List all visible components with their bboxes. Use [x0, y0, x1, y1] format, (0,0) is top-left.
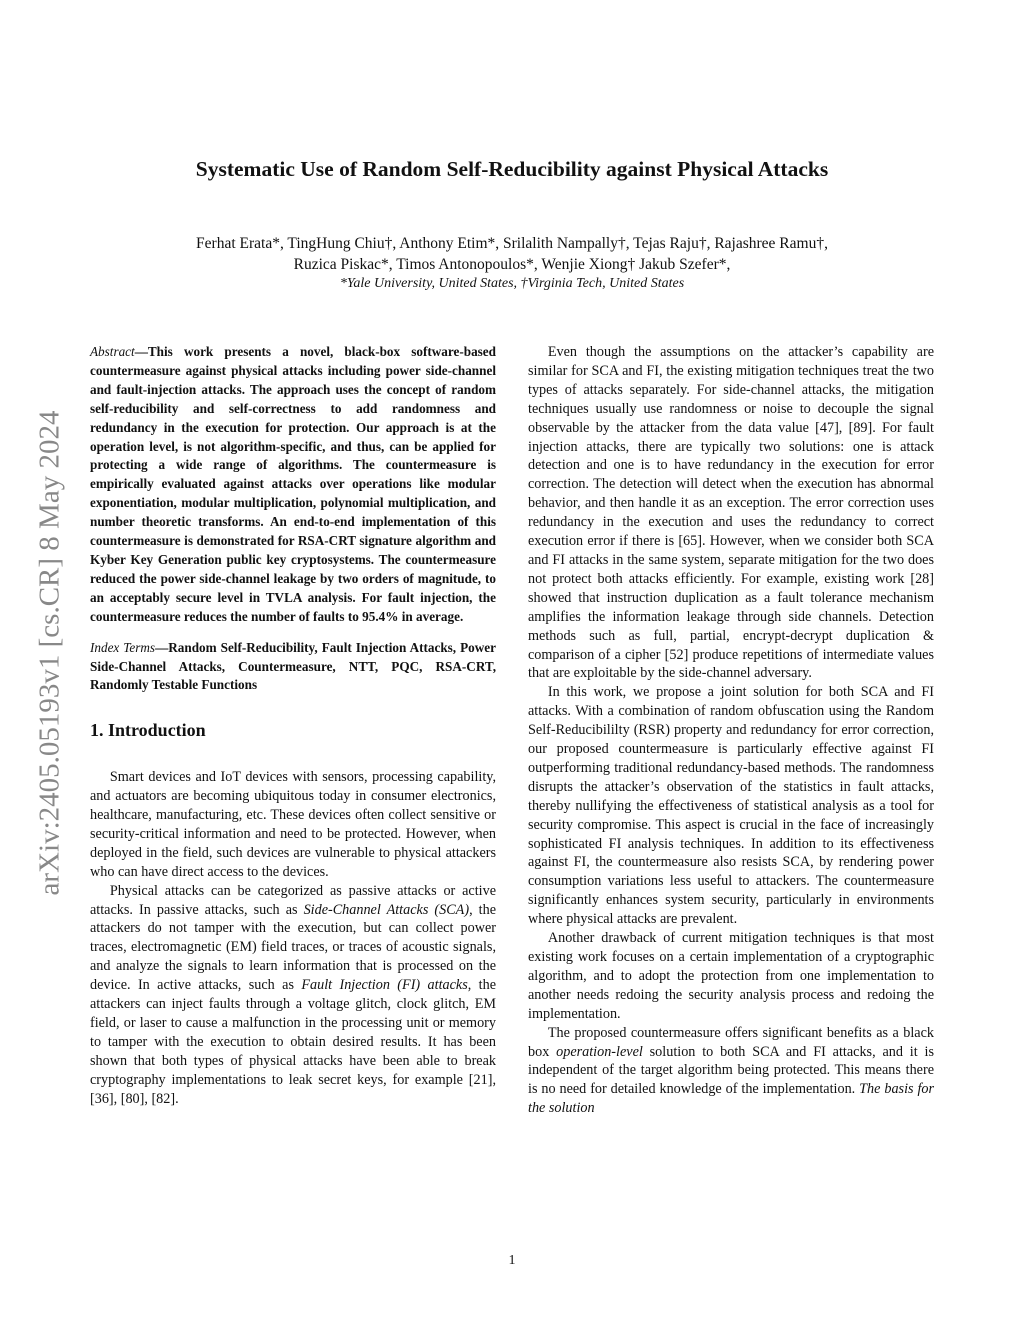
- intro-p2-text-c: , the attackers do not tamper with the execution, but can collect power traces, electromagnetic (EM) field traces, or traces of acoustic signals, and analyze the signals to learn information that is processed on the device. In active attacks, such as: [90, 901, 496, 994]
- paper-title: Systematic Use of Random Self-Reducibility against Physical Attacks: [195, 157, 829, 181]
- right-column: [528, 343, 934, 1118]
- intro-paragraph-1: Smart devices and IoT devices with sensors, processing capability, and actuators are becoming ubiquitous today in consumer electronics, healthcare, manufacturing, etc. These devices often collect sensitive or security-critical information and need to be protected. However, when deployed in the field, such devices are vulnerable to physical attackers who can have direct access to the devices.: [90, 769, 496, 880]
- affiliations: *Yale University, United States, †Virginia Tech, United States: [339, 276, 685, 291]
- intro-paragraph-2: [90, 882, 496, 1109]
- intro-p2-emph-sca: Side-Channel Attacks (SCA): [303, 901, 470, 918]
- right-p4-text-c: solution to both SCA and FI attacks, and it is independent of the target algorithm being protected. This means there is no need for detailed knowledge of the implementation.: [528, 1043, 934, 1098]
- index-terms-label: Index Terms: [90, 639, 156, 655]
- abstract: [90, 343, 496, 627]
- right-paragraph-4: [528, 1024, 934, 1119]
- right-p4-emph-basis: The basis for the solution: [528, 1081, 935, 1117]
- right-paragraph-1: Even though the assumptions on the attacker’s capability are similar for SCA and FI, the existing mitigation techniques treat the two types of attacks separately. For side-channel attacks, the mitigation techniques usually use randomness or noise to decouple the signal observable by the attacker from the data value [47], [89]. For fault injection attacks, there are typically two solutions: one is attack detection and one is to have redundancy in the execution for error correction. The detection will detect when the execution has abnormal behavior, and then handle it as an exception. The error correction uses redundancy in the execution and uses the redundancy to correct execution error if there is [65]. However, when we consider both SCA and FI attacks in the same system, separate mitigation for the two does not protect both attacks efficiently. For example, existing work [28] showed that instruction duplication as a fault tolerance mechanism amplifies the information leakage through side channels. Detection methods such as full, partial, encrypt-decrypt duplication & comparison of a cipher [52] produce repetitions of intermediate values that are exploitable by the side-channel adversary.: [528, 344, 934, 682]
- index-terms-text: —Random Self-Reducibility, Fault Injection Attacks, Power Side-Channel Attacks, Countermeasure, NTT, PQC, RSA-CRT, Randomly Testable Functions: [90, 639, 496, 693]
- right-p4-emph-operation-level: operation-level: [556, 1043, 643, 1060]
- left-column: [90, 343, 496, 1109]
- right-paragraph-2: In this work, we propose a joint solution for both SCA and FI attacks. With a combination of random obfuscation using the Random Self-Reducibililty (RSR) property and redundancy for error correction, our proposed countermeasure is particularly effective against FI outperforming traditional redundancy-based methods. The randomness disrupts the attacker’s observation of the statistics in fault attacks, thereby nullifying the effectiveness of statistical analysis as a tool for security compromise. This aspect is crucial in the face of increasingly sophisticated FI analysis techniques. In addition to its effectiveness against FI, the countermeasure also resists SCA, by rendering power consumption variations less useful to attackers. The countermeasure significantly enhances system security, particularly in environments where physical attacks are prevalent.: [528, 684, 934, 928]
- authors-line-2: Ruzica Piskac*, Timos Antonopoulos*, Wenjie Xiong† Jakub Szefer*,: [293, 256, 731, 273]
- arxiv-sidebar: [35, 345, 65, 960]
- intro-p2-text-a: Physical attacks can be categorized as passive attacks or active attacks. In passive attacks, such as: [90, 882, 496, 918]
- right-p4-text-a: The proposed countermeasure offers significant benefits as a black box: [528, 1024, 934, 1060]
- intro-p2-text-e: , the attackers can inject faults through a voltage glitch, clock glitch, EM field, or laser to cause a malfunction in the processing unit or memory to tamper with the execution to obtain desired results. It has been shown that both types of physical attacks have been able to break cryptography implementations to leak secret keys, for example [21], [36], [80], [82].: [90, 977, 496, 1107]
- authors-line-1: Ferhat Erata*, TingHung Chiu†, Anthony Etim*, Srilalith Nampally†, Tejas Raju†, Rajashree Ramu†,: [196, 235, 828, 252]
- index-terms: [90, 639, 496, 696]
- arxiv-identifier: arXiv:2405.05193v1 [cs.CR] 8 May 2024: [33, 410, 66, 895]
- abstract-text: —This work presents a novel, black-box software-based countermeasure against physical attacks including power side-channel and fault-injection attacks. The approach uses the concept of random self-reducibility and self-correctness to add randomness and redundancy in the execution for protection. Our approach is at the operation level, is not algorithm-specific, and thus, can be applied for protecting a wide range of algorithms. The countermeasure is empirically evaluated against attacks over operations like modular exponentiation, modular multiplication, polynomial multiplication, and number theoretic transforms. An end-to-end implementation of this countermeasure is demonstrated for RSA-CRT signature algorithm and Kyber Key Generation public key cryptosystems. The countermeasure reduced the power side-channel leakage by two orders of magnitude, to an acceptably secure level in TVLA analysis. For fault injection, the countermeasure reduces the number of faults to 95.4% in average.: [90, 344, 496, 624]
- author-list: [90, 233, 934, 275]
- abstract-label: Abstract: [90, 344, 135, 359]
- section-heading: 1. Introduction: [90, 720, 206, 741]
- right-paragraph-3: Another drawback of current mitigation techniques is that most existing work focuses on a certain implementation of a cryptographic algorithm, and to adopt the protection from one implementation to another needs redoing the security analysis process and redoing the implementation.: [528, 930, 934, 1022]
- page-number: 1: [508, 1253, 516, 1268]
- intro-p2-emph-fi: Fault Injection (FI) attacks: [301, 977, 468, 994]
